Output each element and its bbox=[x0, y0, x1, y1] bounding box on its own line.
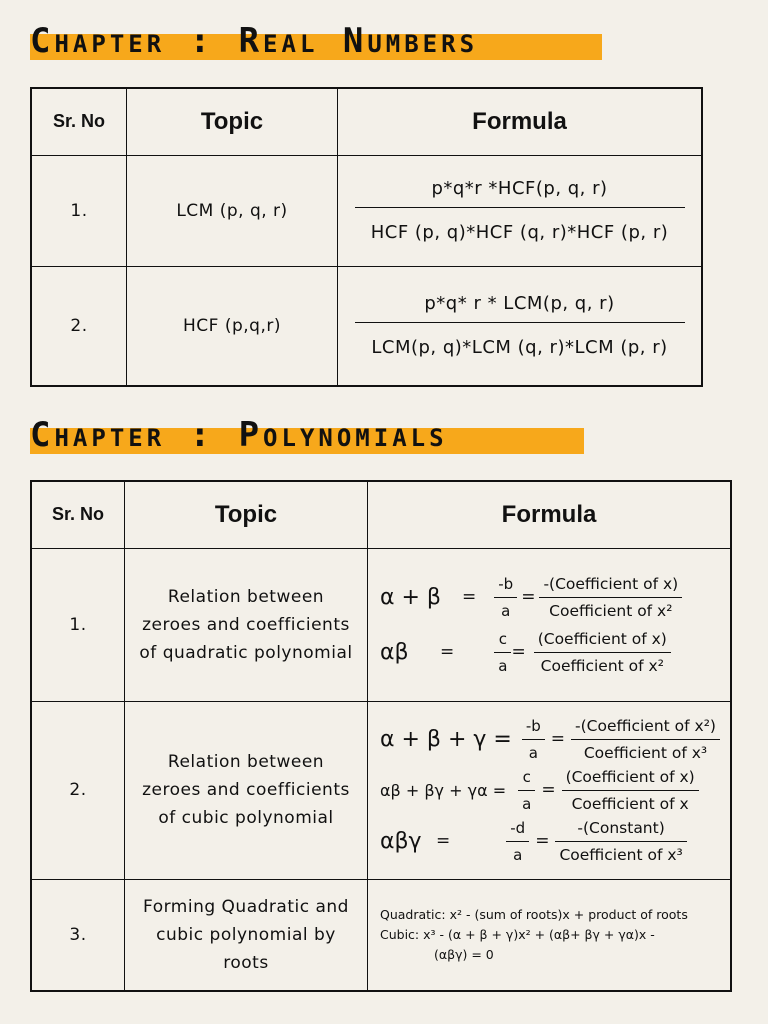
row-sr: 1. bbox=[31, 548, 125, 701]
fraction-denominator: a bbox=[522, 739, 545, 762]
fraction bbox=[562, 768, 699, 813]
fraction-denominator: Coefficient of x² bbox=[534, 652, 671, 675]
fraction bbox=[518, 768, 535, 813]
real-numbers-table bbox=[30, 87, 703, 387]
fraction-numerator: -(Constant) bbox=[577, 818, 665, 837]
equals-sign: = bbox=[462, 587, 477, 607]
fraction bbox=[355, 293, 685, 358]
formula-line bbox=[380, 819, 730, 864]
fraction-denominator: Coefficient of x³ bbox=[555, 841, 686, 864]
fraction-denominator: Coefficient of x² bbox=[539, 597, 682, 620]
fraction bbox=[355, 178, 685, 243]
fraction-numerator: -(Coefficient of x) bbox=[543, 574, 679, 593]
fraction-numerator: p*q*r *HCF(p, q, r) bbox=[431, 178, 608, 199]
row-topic: HCF (p,q,r) bbox=[127, 266, 338, 386]
cubic-formula: Cubic: x³ - (α + β + γ)x² + (αβ+ βγ + γα)x - bbox=[380, 926, 655, 942]
row-formula bbox=[368, 701, 732, 879]
fraction-denominator: a bbox=[494, 652, 511, 675]
equals-sign: = bbox=[521, 587, 536, 607]
row-topic: Forming Quadratic and cubic polynomial by roots bbox=[125, 879, 368, 991]
formula-line bbox=[380, 768, 730, 813]
equals-sign: = bbox=[550, 729, 566, 749]
row-sr: 2. bbox=[31, 266, 127, 386]
fraction-numerator: (Coefficient of x) bbox=[565, 767, 695, 786]
equals-sign: = bbox=[436, 831, 451, 851]
fraction-numerator: -b bbox=[498, 574, 514, 593]
row-topic: LCM (p, q, r) bbox=[127, 155, 338, 266]
formula-lhs: αβ + βγ + γα = bbox=[380, 780, 507, 800]
fraction-numerator: (Coefficient of x) bbox=[537, 629, 667, 648]
table-row bbox=[31, 879, 731, 991]
row-formula bbox=[338, 155, 703, 266]
table-row bbox=[31, 548, 731, 701]
fraction-denominator: a bbox=[518, 790, 535, 813]
formula-lhs: α + β + γ = bbox=[380, 726, 512, 752]
row-topic: Relation between zeroes and coefficients of cubic polynomial bbox=[125, 701, 368, 879]
fraction-denominator: a bbox=[506, 841, 529, 864]
header-formula: Formula bbox=[368, 481, 732, 548]
header-formula: Formula bbox=[338, 88, 703, 155]
chapter-heading-real-numbers bbox=[30, 21, 479, 61]
row-formula bbox=[368, 879, 732, 991]
fraction-numerator: p*q* r * LCM(p, q, r) bbox=[424, 293, 615, 315]
header-topic: Topic bbox=[127, 88, 338, 155]
fraction-denominator: Coefficient of x³ bbox=[571, 739, 720, 762]
table-row bbox=[31, 266, 702, 386]
chapter-title: Chapter : Polynomials bbox=[30, 415, 448, 455]
row-sr: 1. bbox=[31, 155, 127, 266]
table-header-row bbox=[31, 88, 702, 155]
formula-lhs: αβγ bbox=[380, 828, 422, 854]
formula-lhs: α + β bbox=[380, 584, 441, 610]
fraction bbox=[571, 717, 720, 762]
quadratic-formula: Quadratic: x² - (sum of roots)x + product of roots bbox=[380, 906, 688, 922]
row-topic: Relation between zeroes and coefficients of quadratic polynomial bbox=[125, 548, 368, 701]
formula-lhs: αβ bbox=[380, 639, 409, 665]
table-row bbox=[31, 155, 702, 266]
fraction bbox=[534, 630, 671, 675]
polynomials-table bbox=[30, 480, 732, 992]
fraction-denominator: HCF (p, q)*HCF (q, r)*HCF (p, r) bbox=[355, 207, 685, 243]
table-row bbox=[31, 701, 731, 879]
fraction-numerator: -(Coefficient of x²) bbox=[575, 716, 716, 735]
row-sr: 3. bbox=[31, 879, 125, 991]
formula-line bbox=[380, 630, 730, 675]
fraction bbox=[522, 717, 545, 762]
equals-sign: = bbox=[541, 780, 556, 800]
equals-sign: = bbox=[535, 831, 550, 851]
fraction-denominator: LCM(p, q)*LCM (q, r)*LCM (p, r) bbox=[355, 322, 685, 358]
table-header-row bbox=[31, 481, 731, 548]
header-sr-no: Sr. No bbox=[31, 88, 127, 155]
fraction bbox=[494, 630, 511, 675]
fraction-numerator: -d bbox=[510, 818, 526, 837]
fraction bbox=[539, 575, 682, 620]
row-formula bbox=[338, 266, 703, 386]
fraction-numerator: c bbox=[522, 767, 531, 786]
cubic-formula-continued: (αβγ) = 0 bbox=[434, 946, 494, 962]
fraction-numerator: -b bbox=[525, 716, 541, 735]
fraction bbox=[494, 575, 517, 620]
row-sr: 2. bbox=[31, 701, 125, 879]
formula-line bbox=[380, 575, 730, 620]
row-formula bbox=[368, 548, 732, 701]
fraction-denominator: Coefficient of x bbox=[562, 790, 699, 813]
formula-line bbox=[380, 717, 730, 762]
fraction bbox=[506, 819, 529, 864]
chapter-title: Chapter : Real Numbers bbox=[30, 21, 479, 61]
header-topic: Topic bbox=[125, 481, 368, 548]
fraction-numerator: c bbox=[498, 629, 507, 648]
fraction bbox=[555, 819, 686, 864]
header-sr-no: Sr. No bbox=[31, 481, 125, 548]
fraction-denominator: a bbox=[494, 597, 517, 620]
chapter-heading-polynomials bbox=[30, 415, 448, 455]
equals-sign: = bbox=[440, 642, 455, 662]
equals-sign: = bbox=[511, 642, 526, 662]
